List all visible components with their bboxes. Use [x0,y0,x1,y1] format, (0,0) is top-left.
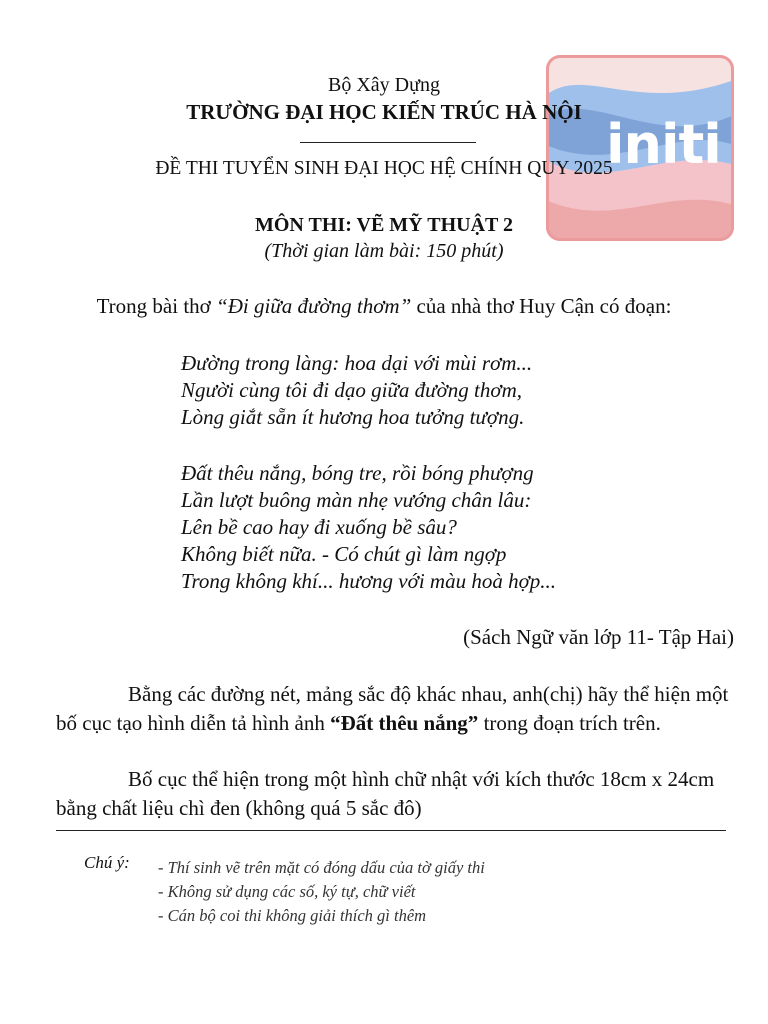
poem-title: “Đi giữa đường thơm” [216,294,412,318]
note-item: - Không sử dụng các số, ký tự, chữ viết [158,882,416,901]
poem-line: Đất thêu nắng, bóng tre, rồi bóng phượng [181,461,534,485]
task-highlight: “Đất thêu nắng” [330,711,479,735]
task-text-end: trong đoạn trích trên. [478,711,661,735]
university-name: TRƯỜNG ĐẠI HỌC KIẾN TRÚC HÀ NỘI [186,100,582,124]
poem-line: Lần lượt buông màn nhẹ vướng chân lâu: [181,488,532,512]
poem-stanza-2 [181,460,556,595]
note-item: - Thí sinh vẽ trên mặt có đóng dấu của tờ giấy thi [158,858,485,877]
poem-line: Không biết nữa. - Có chút gì làm ngợp [181,542,507,566]
note-item: - Cán bộ coi thi không giải thích gì thêm [158,906,427,925]
poem-line: Người cùng tôi đi dạo giữa đường thơm, [181,378,522,402]
header-divider [300,142,476,143]
poem-line: Trong không khí... hương với màu hoà hợp... [181,569,557,593]
ministry-name: Bộ Xây Dựng [328,74,440,96]
poem-stanza-1 [181,350,532,431]
poem-line: Lên bề cao hay đi xuống bề sâu? [181,515,457,539]
poem-line: Đường trong làng: hoa dại với mùi rơm... [181,351,533,375]
intro-after: của nhà thơ Huy Cận có đoạn: [411,294,672,318]
note-label: Chú ý: [84,853,130,872]
exam-duration: (Thời gian làm bài: 150 phút) [264,240,504,262]
task-text: Bằng các đường nét, mảng sắc độ khác nhau, anh(chị) hãy thể hiện một bố cục tạo hình diễn tả hình ảnh [56,682,729,735]
exam-subject: MÔN THI: VẼ MỸ THUẬT 2 [255,214,513,236]
intro-paragraph [0,294,768,319]
footer-divider [56,830,726,831]
task-paragraph-2 [56,765,740,823]
intro-before: Trong bài thơ [96,294,217,318]
exam-title: ĐỀ THI TUYỂN SINH ĐẠI HỌC HỆ CHÍNH QUY 2025 [155,158,613,179]
poem-line: Lòng giắt sẵn ít hương hoa tưởng tượng. [181,405,525,429]
task-paragraph-1 [56,680,740,738]
note-list [158,856,485,928]
logo-text: initi [606,113,721,176]
poem-source: (Sách Ngữ văn lớp 11- Tập Hai) [463,625,734,649]
task-requirements: Bố cục thể hiện trong một hình chữ nhật với kích thước 18cm x 24cm bằng chất liệu chì đen (không quá 5 sắc đô) [56,767,715,820]
